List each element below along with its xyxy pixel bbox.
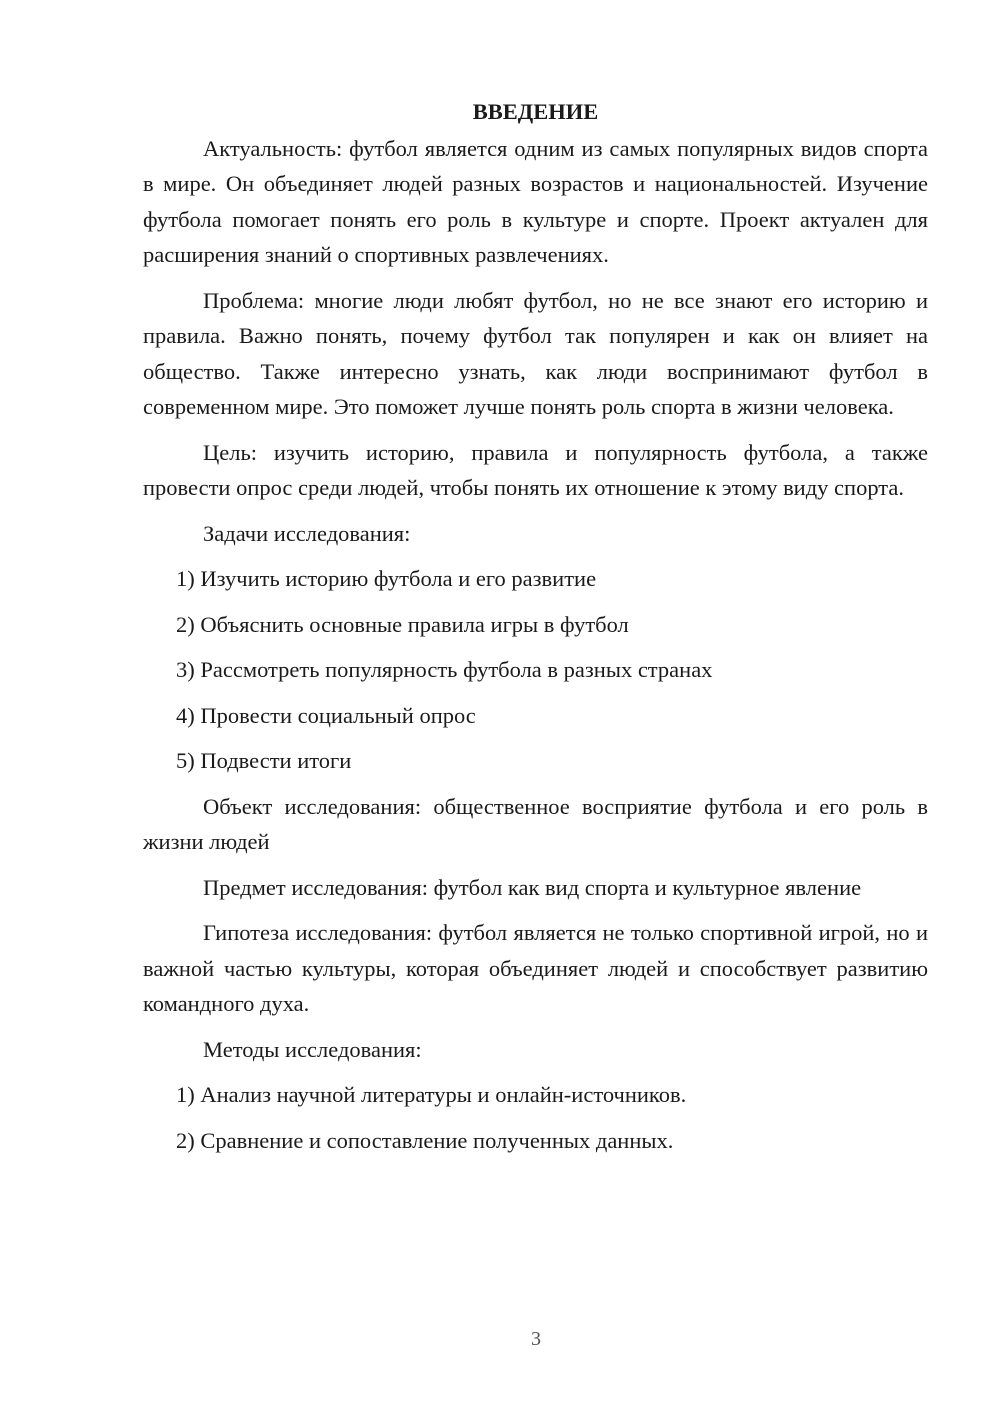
list-item: 3) Рассмотреть популярность футбола в разных странах [176, 657, 713, 682]
problem-paragraph: Проблема: многие люди любят футбол, но не все знают его историю и правила. Важно понять, почему футбол так популярен и как он влияет на общество. Также интересно узнать, как люди воспринимают футбол в современном мире. Это поможет лучше понять роль спорта в жизни человека. [143, 287, 928, 419]
section-heading: ВВЕДЕНИЕ [472, 99, 599, 124]
subject-paragraph: Предмет исследования: футбол как вид спорта и культурное явление [203, 874, 862, 900]
page-number: 3 [531, 1328, 541, 1350]
relevance-paragraph: Актуальность: футбол является одним из самых популярных видов спорта в мире. Он объединяет людей разных возрастов и национальностей. Изучение футбола помогает понять его роль в культуре и спорте. Проект актуален для расширения знаний о спортивных развлечениях. [143, 135, 928, 267]
page-content [143, 94, 928, 1168]
object-paragraph: Объект исследования: общественное восприятие футбола и его роль в жизни людей [143, 793, 928, 854]
tasks-list [143, 561, 928, 779]
list-item: 5) Подвести итоги [176, 748, 352, 773]
list-item: 1) Изучить историю футбола и его развитие [176, 566, 597, 591]
list-item: 1) Анализ научной литературы и онлайн-источников. [176, 1082, 687, 1107]
list-item: 2) Объяснить основные правила игры в футбол [176, 611, 629, 637]
list-item: 2) Сравнение и сопоставление полученных данных. [176, 1127, 674, 1153]
hypothesis-paragraph: Гипотеза исследования: футбол является не только спортивной игрой, но и важной частью культуры, которая объединяет людей и способствует развитию командного духа. [143, 920, 928, 1016]
methods-list [143, 1077, 928, 1158]
goal-paragraph: Цель: изучить историю, правила и популярность футбола, а также провести опрос среди людей, чтобы понять их отношение к этому виду спорта. [143, 439, 928, 500]
list-item: 4) Провести социальный опрос [176, 702, 476, 728]
tasks-label: Задачи исследования: [203, 520, 411, 546]
methods-label: Методы исследования: [203, 1036, 422, 1062]
